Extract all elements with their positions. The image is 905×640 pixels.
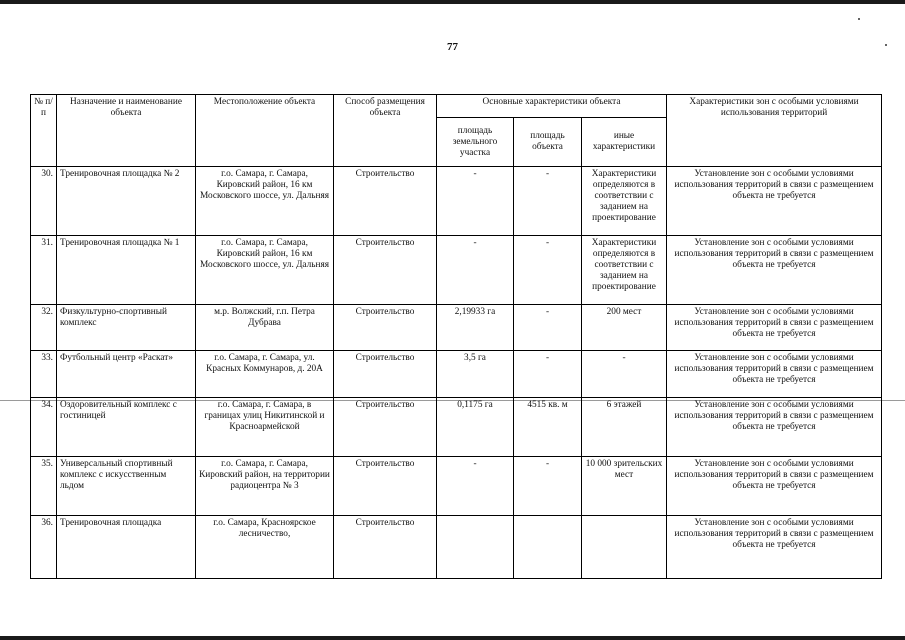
row-method: Строительство — [334, 516, 437, 579]
row-zones: Установление зон с особыми условиями использования территорий в связи с размещением объекта не требуется — [667, 457, 882, 516]
header-land-area: площадь земельного участка — [437, 118, 514, 167]
row-land-area: - — [437, 457, 514, 516]
row-object-area — [514, 516, 582, 579]
row-object-area: - — [514, 457, 582, 516]
header-method: Способ размещения объекта — [334, 95, 437, 167]
row-zones: Установление зон с особыми условиями использования территорий в связи с размещением объекта не требуется — [667, 305, 882, 351]
objects-table — [30, 94, 882, 579]
row-other: 6 этажей — [582, 398, 667, 457]
row-num: 32. — [31, 305, 57, 351]
row-land-area: - — [437, 167, 514, 236]
row-other: 10 000 зрительских мест — [582, 457, 667, 516]
row-other: Характеристики определяются в соответствии с заданием на проектирование — [582, 236, 667, 305]
table-row — [31, 167, 882, 236]
row-location: м.р. Волжский, г.п. Петра Дубрава — [196, 305, 334, 351]
row-location: г.о. Самара, г. Самара, Кировский район, 16 км Московского шоссе, ул. Дальняя — [196, 236, 334, 305]
row-other: 200 мест — [582, 305, 667, 351]
row-num: 36. — [31, 516, 57, 579]
row-land-area: - — [437, 236, 514, 305]
row-other: - — [582, 351, 667, 398]
row-other: Характеристики определяются в соответствии с заданием на проектирование — [582, 167, 667, 236]
scan-border-top — [0, 0, 905, 4]
row-name: Физкультурно-спортивный комплекс — [57, 305, 196, 351]
row-name: Тренировочная площадка № 1 — [57, 236, 196, 305]
table-row — [31, 236, 882, 305]
row-method: Строительство — [334, 398, 437, 457]
row-zones: Установление зон с особыми условиями использования территорий в связи с размещением объекта не требуется — [667, 351, 882, 398]
scan-border-bottom — [0, 636, 905, 640]
row-method: Строительство — [334, 305, 437, 351]
scan-speck — [858, 18, 860, 20]
row-name: Тренировочная площадка — [57, 516, 196, 579]
row-land-area: 0,1175 га — [437, 398, 514, 457]
row-method: Строительство — [334, 236, 437, 305]
row-method: Строительство — [334, 351, 437, 398]
row-land-area: 3,5 га — [437, 351, 514, 398]
table-row — [31, 305, 882, 351]
table-row — [31, 398, 882, 457]
row-zones: Установление зон с особыми условиями использования территорий в связи с размещением объекта не требуется — [667, 398, 882, 457]
row-location: г.о. Самара, г. Самара, ул. Красных Коммунаров, д. 20А — [196, 351, 334, 398]
row-object-area: 4515 кв. м — [514, 398, 582, 457]
header-main-characteristics: Основные характеристики объекта — [437, 95, 667, 118]
row-name: Оздоровительный комплекс с гостиницей — [57, 398, 196, 457]
row-location: г.о. Самара, г. Самара, Кировский район, на территории радиоцентра № 3 — [196, 457, 334, 516]
row-land-area — [437, 516, 514, 579]
row-num: 30. — [31, 167, 57, 236]
table-row — [31, 351, 882, 398]
row-num: 35. — [31, 457, 57, 516]
row-object-area: - — [514, 351, 582, 398]
row-method: Строительство — [334, 457, 437, 516]
table-header-row — [31, 95, 882, 118]
row-location: г.о. Самара, г. Самара, в границах улиц Никитинской и Красноармейской — [196, 398, 334, 457]
row-method: Строительство — [334, 167, 437, 236]
row-land-area: 2,19933 га — [437, 305, 514, 351]
header-name: Назначение и наименование объекта — [57, 95, 196, 167]
row-name: Футбольный центр «Раскат» — [57, 351, 196, 398]
row-zones: Установление зон с особыми условиями использования территорий в связи с размещением объекта не требуется — [667, 516, 882, 579]
header-other: иные характеристики — [582, 118, 667, 167]
row-object-area: - — [514, 167, 582, 236]
row-num: 31. — [31, 236, 57, 305]
row-location: г.о. Самара, г. Самара, Кировский район, 16 км Московского шоссе, ул. Дальняя — [196, 167, 334, 236]
header-zones: Характеристики зон с особыми условиями использования территорий — [667, 95, 882, 167]
row-object-area: - — [514, 305, 582, 351]
table-row — [31, 516, 882, 579]
row-name: Тренировочная площадка № 2 — [57, 167, 196, 236]
row-name: Универсальный спортивный комплекс с искусственным льдом — [57, 457, 196, 516]
row-num: 34. — [31, 398, 57, 457]
row-location: г.о. Самара, Красноярское лесничество, — [196, 516, 334, 579]
row-other — [582, 516, 667, 579]
header-location: Местоположение объекта — [196, 95, 334, 167]
page-number: 77 — [447, 41, 458, 53]
row-zones: Установление зон с особыми условиями использования территорий в связи с размещением объекта не требуется — [667, 236, 882, 305]
row-num: 33. — [31, 351, 57, 398]
table-row — [31, 457, 882, 516]
row-zones: Установление зон с особыми условиями использования территорий в связи с размещением объекта не требуется — [667, 167, 882, 236]
header-num: № п/п — [31, 95, 57, 167]
row-object-area: - — [514, 236, 582, 305]
header-object-area: площадь объекта — [514, 118, 582, 167]
